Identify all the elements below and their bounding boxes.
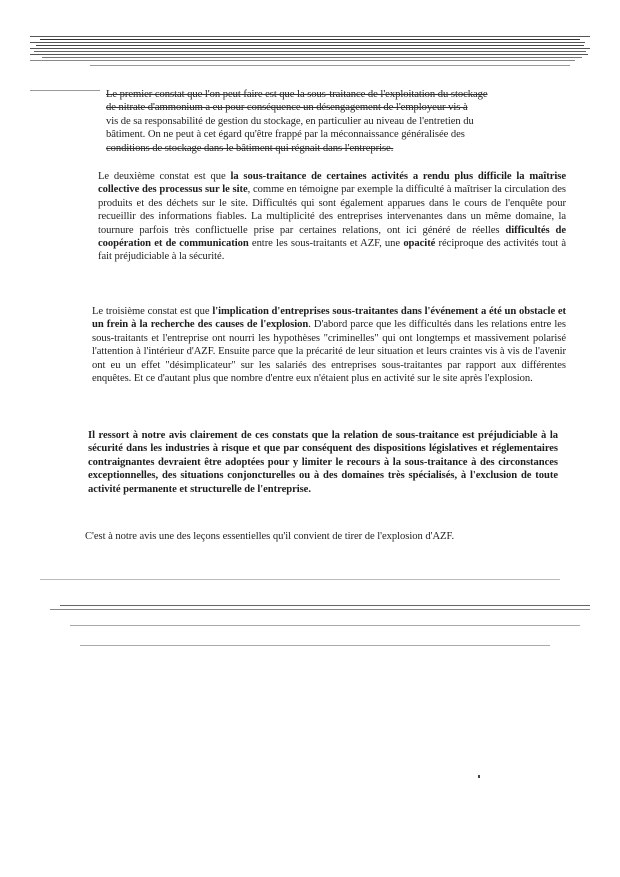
scan-noise-footer (40, 575, 600, 655)
p2-text-3: entre les sous-traitants et AZF, une (248, 238, 404, 250)
p5-text-1: C'est à notre avis une des leçons essentielles qu'il convient de tirer de l'explosion d'AZF. (85, 531, 455, 542)
p1-line-1: Le premier constat que l'on peut faire est que la sous-traitance de l'exploitation du stockage (106, 89, 488, 100)
scan-speck (478, 775, 480, 778)
p2-bold-2: difficultés de coopération et de communication (98, 224, 566, 250)
p3-text-2: . D'abord parce que les difficultés dans les relations entre les sous-traitants et l'entreprise ont nourri les hypothèses "criminelles" qui ont longtemps et massivement polarisé l'attention à l'intérieur d'AZF. Ensuite parce que la précarité de leur situation et leurs craintes vis à vis de l'avenir ont eu un effet "désimplicateur" sur les salariés des entreprises sous-traitantes par rapport aux différentes enquêtes. Et ce d'autant plus que nombre d'entre eux n'étaient plus en activité sur le site après l'explosion. (92, 319, 566, 385)
paragraph-2 (98, 170, 566, 264)
p1-line-3: vis de sa responsabilité de gestion du stockage, en particulier au niveau de l'entretien du (106, 115, 474, 127)
p1-line-2: de nitrate d'ammonium a eu pour conséquence un désengagement de l'employeur vis à (106, 102, 468, 114)
p2-text-4: réciproque des activités tout à fait préjudiciable à la sécurité. (98, 238, 566, 263)
p2-text-1: Le deuxième constat est que (98, 171, 231, 182)
p2-bold-1: la sous-traitance de certaines activités a rendu plus difficile la maîtrise collective des processus sur le site (98, 171, 566, 196)
paragraph-3 (92, 305, 566, 385)
p3-bold-1: l'implication d'entreprises sous-traitantes dans l'événement a été un obstacle et un frein à la recherche des causes de l'explosion (92, 306, 566, 331)
scan-noise-header (30, 32, 590, 92)
paragraph-4-conclusion (88, 429, 558, 496)
p2-bold-3: opacité (403, 238, 436, 250)
paragraph-5-closing (85, 530, 565, 543)
paragraph-1 (106, 88, 572, 155)
p4-bold-1: Il ressort à notre avis clairement de ces constats que la relation de sous-traitance est préjudiciable à la sécurité dans les industries à risque et que par conséquent des dispositions législatives et réglementaires contraignantes devraient être adoptées pour y limiter le recours à la sous-traitance à des circonstances exceptionnelles, des situations conjoncturelles ou à des domaines très spécialisés, à l'exclusion de toute activité permanente et structurelle de l'entreprise. (88, 430, 558, 495)
p1-line-5: conditions de stockage dans le bâtiment qui régnait dans l'entreprise. (106, 142, 394, 154)
p1-line-4: bâtiment. On ne peut à cet égard qu'être frappé par la méconnaissance généralisée des (106, 129, 465, 141)
p3-text-1: Le troisième constat est que (92, 306, 213, 317)
p2-text-2: , comme en témoigne par exemple la difficulté à maîtriser la circulation des produits et des déchets sur le site. Difficultés qui sont également apparues dans le cours de l'enquête pour recueillir des informations fiables. La multiplicité des entreprises intervenantes dans un même domaine, la tournure parfois très conflictuelle prise par certaines relations, ont ici généré de réelles (98, 184, 567, 236)
